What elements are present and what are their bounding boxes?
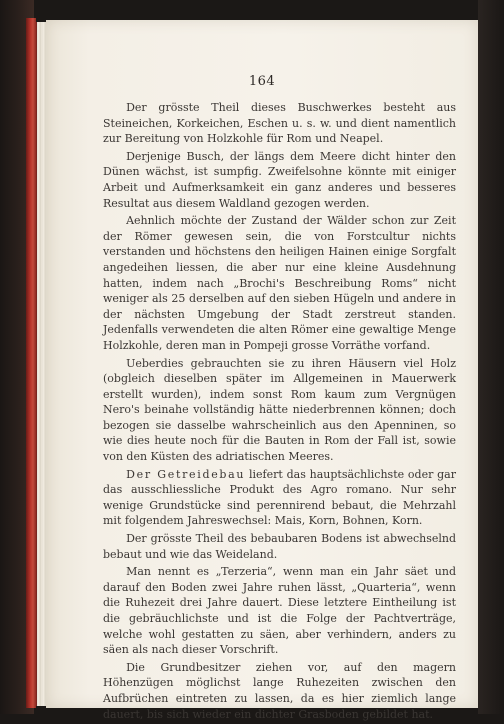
paragraph-text: Die Grundbesitzer ziehen vor, auf den magern Höhenzügen möglichst lange Ruhezeiten zwischen den Aufbrüchen eintreten zu lassen, da es hier ziemlich lange dauert, bis sich wieder ein dichter Grasboden gebildet hat. (103, 660, 456, 721)
paragraph-1 (103, 100, 456, 147)
paragraph-4 (103, 356, 456, 465)
paragraph-5 (103, 467, 456, 529)
paragraph-text: Aehnlich möchte der Zustand der Wälder schon zur Zeit der Römer gewesen sein, die von Forstcultur nichts verstanden und höchstens den heiligen Hainen einige Sorgfalt angedeihen liessen, die aber nur eine kleine Ausdehnung hatten, indem nach „Brochi's Beschreibung Roms“ nicht weniger als 25 derselben auf den sieben Hügeln und andere in der nächsten Umgebung der Stadt zerstreut standen. Jedenfalls verwendeten die alten Römer eine gewaltige Menge Holzkohle, deren man in Pompeji grosse Vorräthe vorfand. (103, 214, 456, 352)
page-number: 164 (248, 74, 276, 89)
paragraph-text: Man nennt es „Terzeria“, wenn man ein Jahr säet und darauf den Boden zwei Jahre ruhen lässt, „Quarteria“, wenn die Ruhezeit drei Jahre dauert. Diese letztere Eintheilung ist die gebräuchlichste und ist die Folge der Pachtverträge, welche wohl gestatten zu säen, aber verhindern, anders zu säen als nach dieser Vorschrift. (103, 565, 456, 657)
body-text (103, 100, 456, 724)
book-cover-right (478, 0, 504, 714)
paragraph-7 (103, 564, 456, 658)
section-lead: Der Getreidebau (126, 467, 246, 481)
paragraph-2 (103, 149, 456, 211)
paragraph-text: Derjenige Busch, der längs dem Meere dicht hinter den Dünen wächst, ist sumpfig. Zweifelsohne könnte mit einiger Arbeit und Aufmerksamkeit ein ganz anderes und besseres Resultat aus diesem Waldland gezogen werden. (103, 149, 456, 210)
paragraph-6 (103, 531, 456, 562)
paragraph-3 (103, 213, 456, 353)
paragraph-8 (103, 660, 456, 722)
paragraph-text: Der grösste Theil dieses Buschwerkes besteht aus Steineichen, Korkeichen, Eschen u. s. w. und dient namentlich zur Bereitung von Holzkohle für Rom und Neapel. (103, 101, 456, 146)
paragraph-text: Ueberdies gebrauchten sie zu ihren Häusern viel Holz (obgleich dieselben später im Allgemeinen in Mauerwerk erstellt wurden), indem sonst Rom kaum zum Vergnügen Nero's beinahe vollständig hätte niederbrennen können; doch bezogen sie dasselbe wahrscheinlich aus den Apenninen, so wie dies heute noch für die Bauten in Rom der Fall ist, sowie von den Küsten des adriatischen Meeres. (103, 356, 456, 464)
paragraph-text: Der grösste Theil des bebaubaren Bodens ist abwechselnd bebaut und wie das Weideland. (103, 532, 456, 561)
red-book-edge (26, 18, 36, 708)
paragraph-text: liefert das hauptsächlichste oder gar das ausschliessliche Produkt des Agro romano. Nur sehr wenige Grundstücke sind perennirend bebaut, die Mehrzahl mit folgendem Jahreswechsel: Mais, Korn, Bohnen, Korn. (103, 467, 456, 528)
